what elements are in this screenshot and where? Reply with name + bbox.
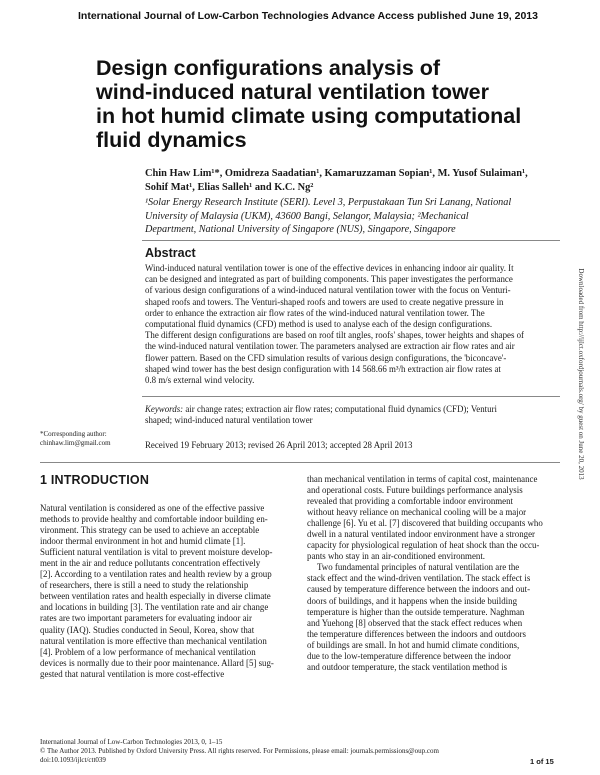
abstract-line: of various design configurations of a wind-induced natural ventilation tower with the focus on Venturi-	[145, 285, 511, 296]
author-list	[145, 167, 585, 195]
title-line: in hot humid climate using computational	[96, 104, 522, 128]
journal-banner: International Journal of Low-Carbon Technologies Advance Access published June 19, 2013	[78, 10, 538, 22]
body-line: and locations in building [3]. The ventilation rate and air change	[40, 602, 269, 613]
footer-doi: doi:10.1093/ijlct/ctt039	[40, 756, 106, 764]
paper-title	[96, 56, 556, 152]
divider	[142, 396, 560, 397]
download-note	[574, 262, 588, 492]
abstract-heading: Abstract	[145, 246, 196, 260]
body-line: pants who stay in an air-conditioned environment.	[307, 551, 486, 562]
title-line: fluid dynamics	[96, 128, 247, 152]
body-line: [2]. According to a ventilation rates and health review by a group	[40, 569, 272, 580]
footer-journal: International Journal of Low-Carbon Technologies 2013, 0, 1–15	[40, 738, 223, 746]
body-line: [4]. Problem of a low performance of mechanical ventilation	[40, 646, 256, 657]
body-line: and operational costs. Future buildings performance analysis	[307, 485, 523, 496]
body-line: Natural ventilation is considered as one of the effective passive	[40, 503, 265, 513]
body-line: than mechanical ventilation in terms of capital cost, maintenance	[307, 474, 538, 484]
abstract-line: can be designed and integrated as part of building components. This paper investigates the performance	[145, 274, 513, 285]
body-line: without heavy reliance on mechanical cooling will be a major	[307, 507, 527, 518]
body-line: natural ventilation is more effective than mechanical ventilation	[40, 635, 267, 646]
body-line: challenge [6]. Yu et al. [7] discovered that building occupants who	[307, 518, 543, 529]
abstract-line: The different design configurations are based on roof tilt angles, roofs' shapes, tower heights and shapes of	[145, 330, 525, 341]
divider	[142, 240, 560, 241]
footer-copyright: © The Author 2013. Published by Oxford University Press. All rights reserved. For Permissions, please email: journals.permissions@oup.com	[40, 747, 439, 755]
keywords-line: shaped; wind-induced natural ventilation tower	[145, 415, 313, 426]
body-line: Sufficient natural ventilation is vital to prevent moisture develop-	[40, 547, 273, 558]
body-line: caused by temperature difference between the indoors and out-	[307, 584, 531, 595]
page-footer	[40, 738, 560, 765]
divider	[40, 462, 560, 463]
abstract-line: 0.8 m/s external wind velocity.	[145, 375, 255, 386]
body-line: stack effect and the wind-driven ventilation. The stack effect is	[307, 573, 531, 584]
body-line: capacity for physiological regulation of heat shock than the occu-	[307, 540, 540, 551]
keywords-label: Keywords:	[145, 404, 184, 414]
affiliation-line: University of Malaysia (UKM), 43600 Bangi, Selangor, Malaysia; ²Mechanical	[145, 210, 469, 222]
section-heading: 1 INTRODUCTION	[40, 473, 150, 487]
abstract-line: order to enhance the extraction air flow rates of the wind-induced natural ventilation tower. The	[145, 307, 485, 318]
abstract-line: shaped roofs and towers. The Venturi-shaped roofs and towers are used to create negative pressure in	[145, 296, 504, 307]
body-line: doors of buildings, and it happens when the inside building	[307, 595, 518, 606]
body-line: ment in the air and reduce pollutants concentration effectively	[40, 558, 261, 569]
keywords-text: air change rates; extraction air flow rates; computational fluid dynamics (CFD); Venturi	[183, 404, 497, 414]
body-line: Two fundamental principles of natural ventilation are the	[317, 562, 520, 573]
corresponding-label: *Corresponding author:	[40, 430, 107, 438]
body-line: revealed that providing a comfortable indoor environment	[307, 496, 514, 507]
abstract-line: flower pattern. Based on the CFD simulation results of various design configurations, the 'biconcave'-	[145, 352, 507, 363]
author-line: Sohif Mat¹, Elias Salleh¹ and K.C. Ng²	[145, 182, 314, 193]
keywords-line	[145, 404, 560, 415]
body-line: methods to provide healthy and comfortable indoor building en-	[40, 514, 268, 525]
body-line: of buildings are small. In hot and humid climate conditions,	[307, 639, 520, 650]
abstract-line: computational fluid dynamics (CFD) method is used to analyse each of the design configurations.	[145, 319, 493, 330]
body-line: dwell in a natural ventilated indoor environment have a stronger	[307, 529, 535, 540]
body-line: the temperature differences between the indoors and outdoors	[307, 628, 526, 639]
body-line: rates are two important parameters for evaluating indoor air	[40, 613, 252, 624]
abstract-line: Wind-induced natural ventilation tower is one of the effective devices in enhancing indoor air quality. It	[145, 263, 514, 273]
body-line: quality (IAQ). Studies conducted in Seoul, Korea, show that	[40, 624, 255, 635]
body-line: and Yuehong [8] observed that the stack effect reduces when	[307, 617, 523, 628]
author-line: Chin Haw Lim¹*, Omidreza Saadatian¹, Kamaruzzaman Sopian¹, M. Yusof Sulaiman¹,	[145, 168, 528, 179]
body-line: indoor thermal environment in hot and humid climate [1].	[40, 536, 246, 547]
affiliations	[145, 196, 585, 237]
corresponding-email[interactable]: chinhaw.lim@gmail.com	[40, 439, 111, 447]
corresponding-author	[40, 430, 111, 448]
page-number: 1 of 15	[530, 757, 554, 766]
body-line: vironment. This strategy can be used to achieve an acceptable	[40, 525, 260, 536]
body-line: temperature is higher than the outside temperature. Naghman	[307, 606, 525, 617]
title-line: Design configurations analysis of	[96, 56, 441, 80]
abstract-body	[145, 263, 560, 386]
body-line: gested that natural ventilation is more cost-effective	[40, 668, 225, 679]
abstract-line: the wind-induced natural ventilation tower. The parameters analysed are extraction air flow rates and air	[145, 341, 515, 352]
right-column	[307, 474, 559, 673]
received-dates: Received 19 February 2013; revised 26 April 2013; accepted 28 April 2013	[145, 440, 413, 450]
affiliation-line: ¹Solar Energy Research Institute (SERI). Level 3, Perpustakaan Tun Sri Lanang, National	[145, 197, 512, 208]
left-column	[40, 503, 292, 680]
body-line: between ventilation rates and health especially in diverse climate	[40, 591, 271, 602]
body-line: devices is normally due to their poor maintenance. Allard [5] sug-	[40, 657, 274, 668]
affiliation-line: Department, National University of Singapore (NUS), Singapore, Singapore	[145, 224, 456, 235]
download-note-text[interactable]: Downloaded from http://ijlct.oxfordjournals.org/ by guest on June 20, 2013	[577, 268, 585, 480]
title-line: wind-induced natural ventilation tower	[96, 80, 489, 104]
body-line: of researchers, there is still a need to study the relationship	[40, 580, 249, 591]
body-line: due to the low-temperature difference between the indoor	[307, 650, 512, 661]
body-line: and outdoor temperature, the stack ventilation method is	[307, 661, 508, 672]
keywords	[145, 404, 560, 426]
abstract-line: shaped wind tower has the best design configuration with 14 568.66 m³/h extraction air flow rates at	[145, 363, 501, 374]
